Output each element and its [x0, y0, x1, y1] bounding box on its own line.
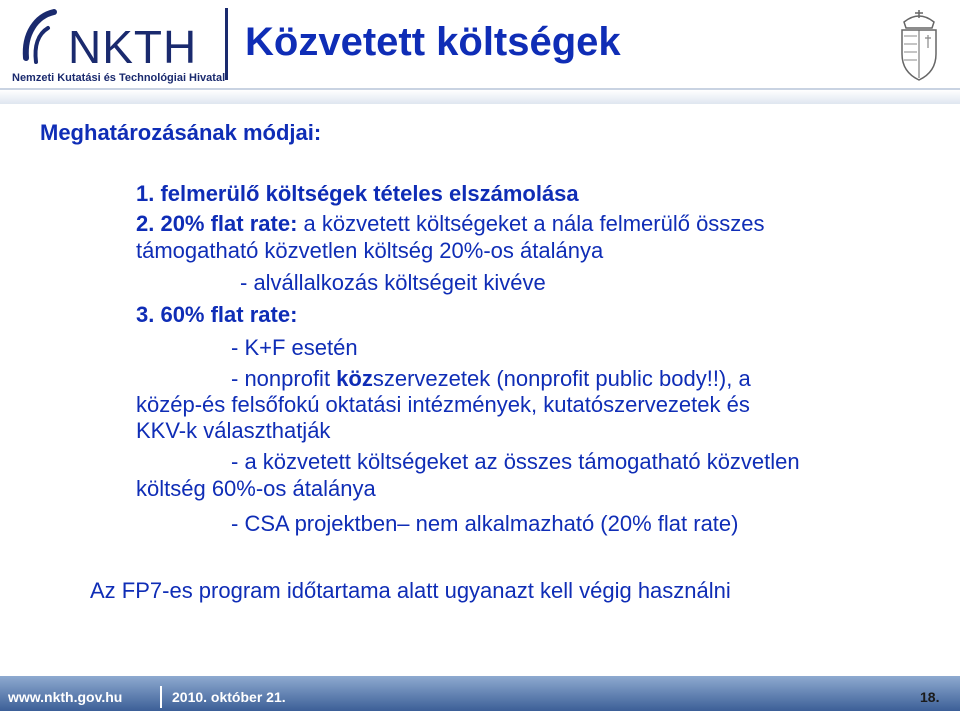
footer-bar — [0, 676, 960, 711]
item3-sub2-pre: - nonprofit — [231, 366, 337, 391]
item3-sub2 — [231, 366, 751, 392]
item3-sub2-bold: köz — [336, 366, 373, 391]
item3-line-c: KKV-k választhatják — [136, 418, 331, 443]
item2-sub: - alvállalkozás költségeit kivéve — [240, 270, 546, 295]
nkth-logo — [8, 6, 226, 86]
hungarian-crest-icon — [894, 8, 944, 82]
item3-sub4: - CSA projektben– nem alkalmazható (20% flat rate) — [231, 511, 739, 536]
page-title: Közvetett költségek — [245, 20, 621, 64]
header-band — [0, 90, 960, 104]
footer-separator — [160, 686, 162, 708]
logo-text: NKTH — [68, 21, 198, 73]
item3-sub2-post: szervezetek (nonprofit public body!!), a — [372, 366, 751, 391]
item3-line-d: költség 60%-os átalánya — [136, 476, 376, 501]
list-item-3: 3. 60% flat rate: — [136, 302, 298, 327]
item2-line2: támogatható közvetlen költség 20%-os átalánya — [136, 238, 604, 263]
section-heading: Meghatározásának módjai: — [40, 120, 322, 145]
logo-subtitle: Nemzeti Kutatási és Technológiai Hivatal — [12, 72, 226, 84]
item2-text: a közvetett költségeket a nála felmerülő összes — [297, 211, 765, 236]
item2-label: 2. 20% flat rate: — [136, 211, 298, 236]
list-item-2 — [136, 211, 765, 237]
item3-sub3: - a közvetett költségeket az összes támogatható közvetlen — [231, 449, 800, 474]
item3-sub1: - K+F esetén — [231, 335, 358, 360]
list-item-1: 1. felmerülő költségek tételes elszámolása — [136, 181, 579, 206]
item3-line-b: közép-és felsőfokú oktatási intézmények, kutatószervezetek és — [136, 392, 750, 417]
logo-swoosh-icon — [8, 6, 68, 72]
footer-url[interactable]: www.nkth.gov.hu — [8, 689, 123, 705]
footer-date: 2010. október 21. — [172, 689, 286, 705]
page-number: 18. — [920, 689, 940, 705]
header-divider — [225, 8, 228, 80]
closing-note: Az FP7-es program időtartama alatt ugyanazt kell végig használni — [90, 578, 731, 603]
